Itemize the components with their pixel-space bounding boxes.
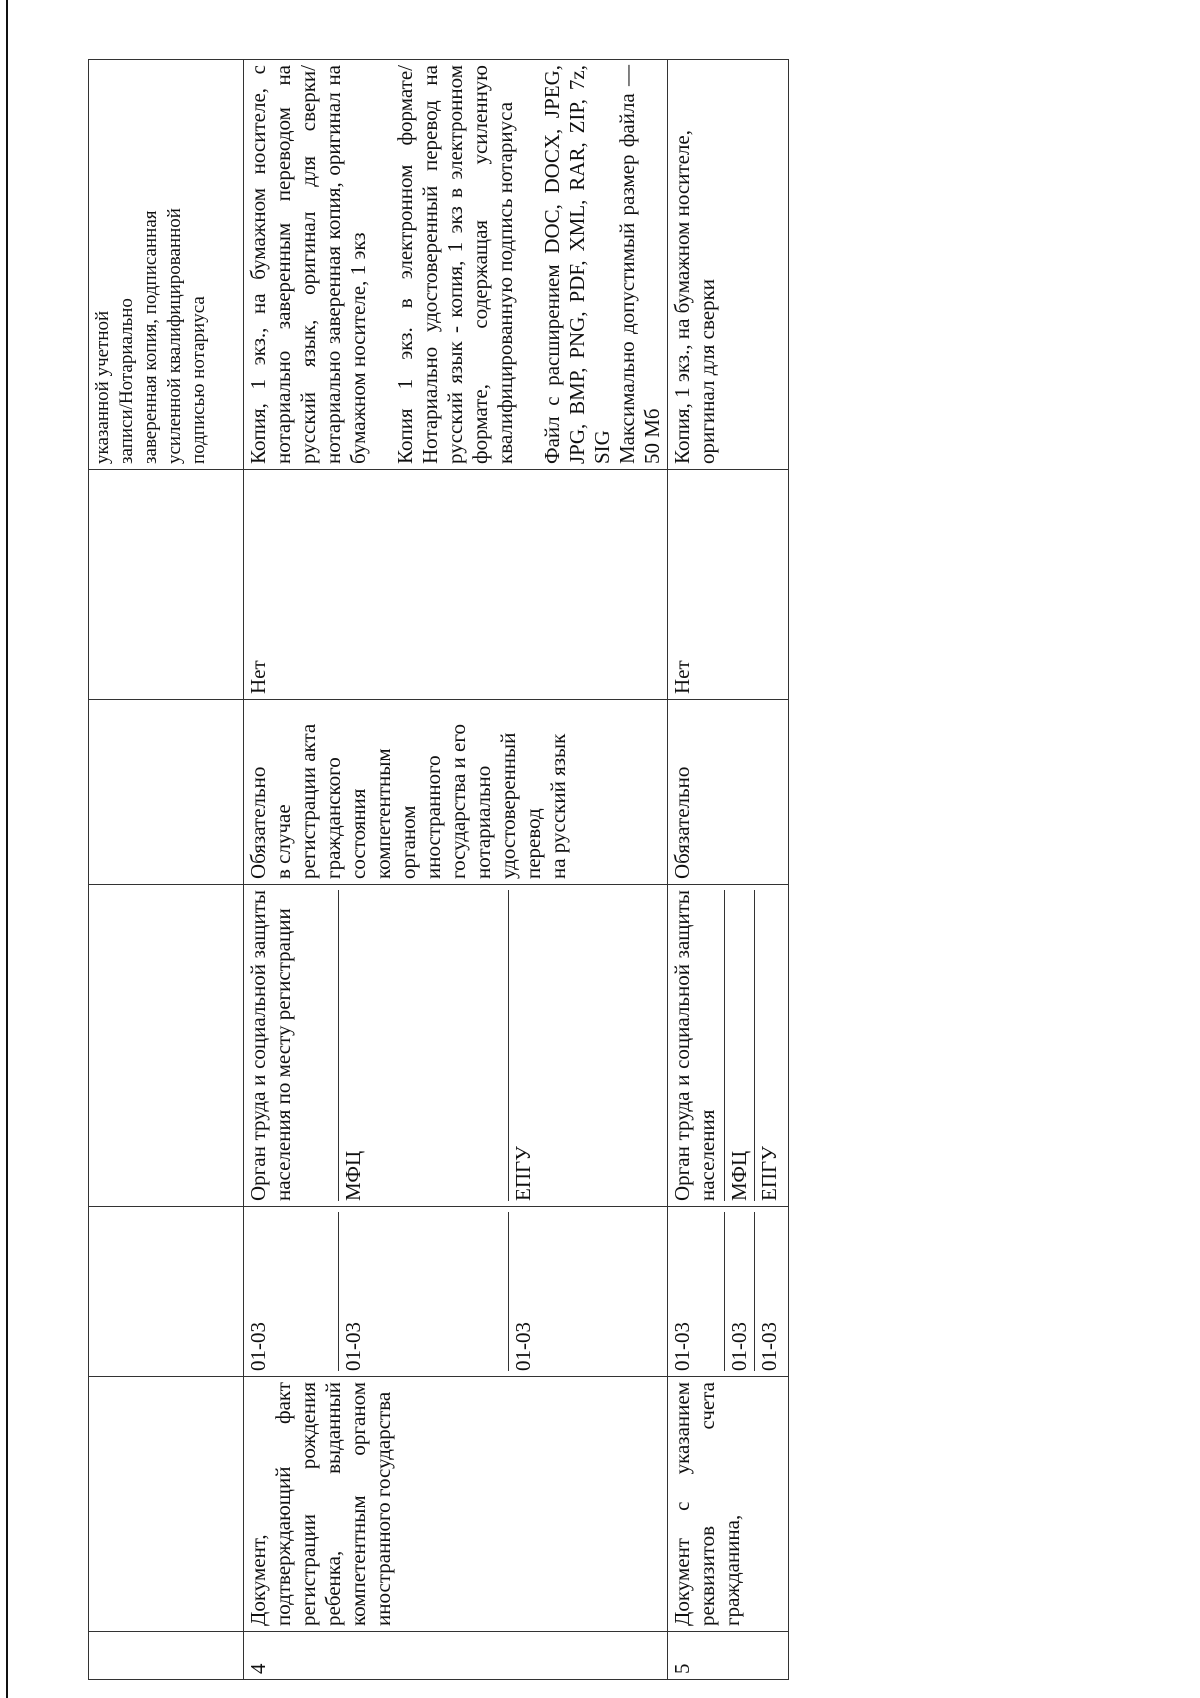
row-number: 5	[668, 1632, 789, 1680]
note-gap	[518, 65, 540, 464]
org-value: МФЦ	[341, 890, 509, 1201]
cell-code-empty	[89, 1207, 244, 1377]
documents-table	[88, 59, 789, 1680]
code-value: 01-03	[341, 1212, 509, 1371]
org-value: Орган труда и социальной защиты населения	[670, 890, 725, 1201]
note-paper: Копия, 1 экз., на бумажном носителе, с нотариально заверенным переводом на русский язык, оригинал для сверки/нотариально заверенная копия, оригинал на бумажном носителе, 1 экз	[246, 65, 370, 464]
required-line: компетентным	[371, 748, 395, 879]
document-name: Документ, подтверждающий факт регистрации рождения ребенка, выданный компетентным органом иностранного государства	[244, 1377, 668, 1632]
required-line: нотариально	[471, 765, 495, 879]
cell-doc-empty	[89, 1377, 244, 1632]
note-cell	[244, 60, 668, 470]
required-line: в случае	[271, 804, 295, 879]
required-line: государства и его	[446, 724, 470, 879]
note-line: указанной учетной	[92, 310, 113, 464]
note-file-types: Файл с расширением DOC, DOCX, JPEG, JPG, BMP, PNG, PDF, XML, RAR, ZIP, 7z, SIG	[540, 65, 614, 464]
cell-note-continuation	[89, 60, 244, 470]
required-line: иностранного	[421, 755, 445, 879]
table-row-5	[668, 60, 789, 1680]
note-line: подписью нотариуса	[188, 296, 209, 464]
required-line: органом	[396, 805, 420, 879]
required-line: гражданского	[321, 757, 345, 879]
cell-flag-empty	[89, 470, 244, 700]
required-line: на русский язык	[546, 733, 570, 879]
code-value: 01-03	[727, 1212, 755, 1371]
required-cell: Обязательно	[668, 700, 789, 885]
rotated-table-area	[88, 60, 1148, 1680]
cell-num-empty	[89, 1632, 244, 1680]
required-line: состояния	[346, 788, 370, 879]
document-name: Документ с указанием реквизитов счета гражданина,	[668, 1377, 789, 1632]
note-electronic: Копия 1 экз. в электронном формате/Нотариально удостоверенный перевод на русский язык - копия, 1 экз в электронном формате, содержащая усиленную квалифицированную подпись нотариуса	[393, 65, 517, 464]
table-row-4	[244, 60, 668, 1680]
flag-cell: Нет	[244, 470, 668, 700]
required-line: регистрации акта	[296, 723, 320, 879]
org-cell	[668, 885, 789, 1207]
note-line: усиленной квалифицированной	[164, 208, 185, 464]
org-cell	[244, 885, 668, 1207]
note-gap	[371, 65, 393, 464]
code-value: 01-03	[511, 1322, 535, 1371]
required-line: удостоверенный	[496, 732, 520, 879]
org-value: Орган труда и социальной защиты населения по месту регистрации	[246, 890, 339, 1201]
required-line: Обязательно	[246, 766, 270, 879]
code-value: 01-03	[670, 1212, 725, 1371]
note-file-size: Максимально допустимый размер файла — 50 Мб	[615, 65, 664, 464]
org-value: ЕПГУ	[511, 1145, 535, 1201]
required-line: перевод	[521, 808, 545, 879]
row-number: 4	[244, 1632, 668, 1680]
flag-cell: Нет	[668, 470, 789, 700]
code-value: 01-03	[246, 1212, 339, 1371]
org-value: МФЦ	[727, 890, 755, 1201]
cell-required-empty	[89, 700, 244, 885]
org-value: ЕПГУ	[757, 1145, 781, 1201]
required-cell	[244, 700, 668, 885]
table-row-continuation	[89, 60, 244, 1680]
note-cell: Копия, 1 экз., на бумажном носителе, оригинал для сверки	[668, 60, 789, 470]
code-cell	[668, 1207, 789, 1377]
code-cell	[244, 1207, 668, 1377]
cell-org-empty	[89, 885, 244, 1207]
note-line: записи/Нотариально	[116, 298, 137, 464]
code-value: 01-03	[757, 1322, 781, 1371]
note-line: заверенная копия, подписанная	[140, 210, 161, 464]
